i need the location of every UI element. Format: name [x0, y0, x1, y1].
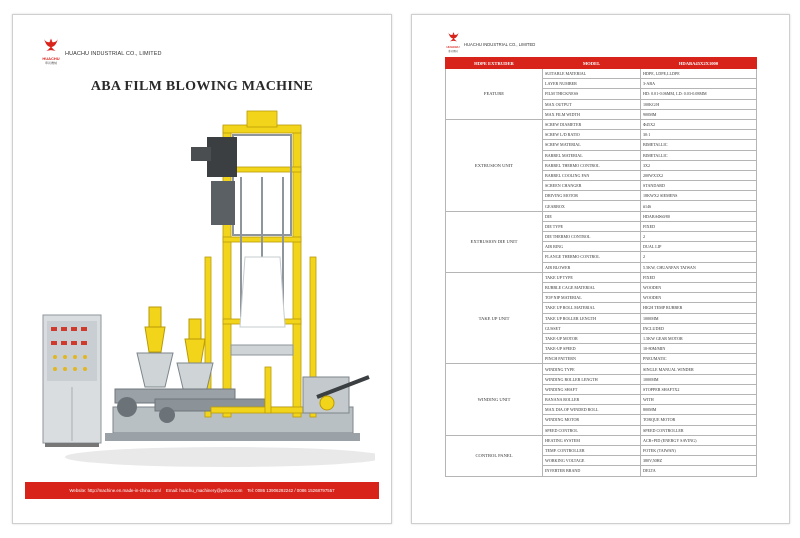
param-name: PINCH PATTERN — [543, 354, 641, 364]
table-row — [446, 272, 757, 282]
param-value: 900MM — [641, 109, 757, 119]
param-value: Φ45X2 — [641, 119, 757, 129]
param-value: 2 — [641, 252, 757, 262]
param-value: 1.5KW GEAR MOTOR — [641, 333, 757, 343]
param-name: SUITABLE MATERIAL — [543, 69, 641, 79]
spec-sheet-page — [411, 14, 790, 524]
param-name: WINDING SHAFT — [543, 384, 641, 394]
huachu-logo-mark-small — [444, 31, 462, 53]
company-name: HUACHU INDUSTRIAL CO., LIMITED — [65, 51, 162, 57]
param-value: WITH — [641, 395, 757, 405]
param-name: WINDING TYPE — [543, 364, 641, 374]
param-name: HEATING SYSTEM — [543, 435, 641, 445]
param-name: TAKE UP ROLLER LENGTH — [543, 313, 641, 323]
param-name: BUBBLE CAGE MATERIAL — [543, 282, 641, 292]
param-name: FILM THICKNESS — [543, 89, 641, 99]
huachu-logo-mark — [39, 37, 63, 65]
param-value: WOODEN — [641, 282, 757, 292]
huachu-bird-logo-icon — [41, 37, 61, 57]
param-name: DRIVING MOTOR — [543, 191, 641, 201]
param-name: AIR RING — [543, 242, 641, 252]
param-value: 2 — [641, 232, 757, 242]
param-name: TEMP. CONTROLLER — [543, 445, 641, 455]
param-name: LAYER NUMBER — [543, 79, 641, 89]
param-name: TAKE-UP MOTOR — [543, 333, 641, 343]
huachu-bird-logo-icon — [446, 31, 461, 46]
param-name: FLANGE THERMO CONTROL — [543, 252, 641, 262]
param-value: HDABAΦ60/80 — [641, 211, 757, 221]
param-value: 380V,50HZ — [641, 456, 757, 466]
param-value: FIXED — [641, 272, 757, 282]
param-value: HIGH TEMP RUBBER — [641, 303, 757, 313]
footer-tel: Tel: 0086 13906292242 / 0086 15268797557 — [247, 488, 335, 493]
param-value: INCLUDED — [641, 323, 757, 333]
param-name: WINDING MOTOR — [543, 415, 641, 425]
param-name: WINDING ROLLER LENGTH — [543, 374, 641, 384]
param-value: 1000MM — [641, 374, 757, 384]
param-name: MAX OUTPUT — [543, 99, 641, 109]
logo-latin-text: HUACHU — [42, 56, 60, 61]
param-value: DUAL LIP — [641, 242, 757, 252]
param-value: 5.5KW, CHUANFAN TAIWAN — [641, 262, 757, 272]
param-name: AIR BLOWER — [543, 262, 641, 272]
param-value: 800MM — [641, 405, 757, 415]
footer-website: Website: http://machine.en.made-in-china.com/ — [69, 488, 162, 493]
param-name: DIE THERMO CONTROL — [543, 232, 641, 242]
logo-cn-text: 華初機械 — [44, 60, 57, 65]
param-value: 100KG/H — [641, 99, 757, 109]
param-value: #146 — [641, 201, 757, 211]
control-cabinet — [43, 315, 101, 447]
section-name: TAKE UP UNIT — [446, 272, 543, 364]
param-name: GUSSET — [543, 323, 641, 333]
param-value: ACR+PID (ENERGY SAVING) — [641, 435, 757, 445]
param-name: TAKE-UP SPEED — [543, 344, 641, 354]
param-name: MAX DIA.OF WINDED ROLL — [543, 405, 641, 415]
param-name: SCREW DIAMETER — [543, 119, 641, 129]
table-row — [446, 119, 757, 129]
param-value: PNEUMATIC — [641, 354, 757, 364]
section-name: CONTROL PANEL — [446, 435, 543, 476]
table-row — [446, 364, 757, 374]
param-value: HD: 0.01-0.06MM, LD: 0.03-0.08MM — [641, 89, 757, 99]
header-model-code: HDABA45X2X1000 — [641, 58, 757, 69]
param-value: 30:1 — [641, 130, 757, 140]
table-row — [446, 69, 757, 79]
param-value: 3X2 — [641, 160, 757, 170]
param-name: BARREL COOLING FAN — [543, 170, 641, 180]
param-name: WORKING VOLTAGE — [543, 456, 641, 466]
section-name: WINDING UNIT — [446, 364, 543, 435]
spec-table-header — [446, 58, 757, 69]
param-value: TORQUE MOTOR — [641, 415, 757, 425]
logo-latin-text: HUACHU — [446, 45, 460, 49]
param-value: BIMETALLIC — [641, 140, 757, 150]
param-value: 200WX3X2 — [641, 170, 757, 180]
param-name: BARREL MATERIAL — [543, 150, 641, 160]
company-name: HUACHU INDUSTRIAL CO., LIMITED — [464, 42, 536, 47]
specification-table — [445, 57, 757, 477]
param-name: TAKE UP TYPE — [543, 272, 641, 282]
hopper-loaders — [137, 307, 213, 397]
param-name: SPEED CONTROL — [543, 425, 641, 435]
param-value: 18KWX2 SIEMENS — [641, 191, 757, 201]
param-name: DIE — [543, 211, 641, 221]
param-name: DIE TYPE — [543, 221, 641, 231]
param-name: BANANA ROLLER — [543, 395, 641, 405]
param-name: BARREL THERMO CONTROL — [543, 160, 641, 170]
param-name: SCREW MATERIAL — [543, 140, 641, 150]
header-extruder: HDPE EXTRUDER — [446, 58, 543, 69]
param-value: 1000MM — [641, 313, 757, 323]
param-value: STANDARD — [641, 181, 757, 191]
header-model: MODEL — [543, 58, 641, 69]
logo-cn-text: 華初機械 — [448, 49, 458, 53]
param-value: HDPE, LDPE,LLDPE — [641, 69, 757, 79]
company-logo-small — [444, 31, 535, 53]
param-name: SCREEN CHANGER — [543, 181, 641, 191]
param-name: TAKE UP ROLL MATERIAL — [543, 303, 641, 313]
brochure-cover-page — [12, 14, 392, 524]
param-value: SINGLE MANUAL WINDER — [641, 364, 757, 374]
param-value: 3-ABA — [641, 79, 757, 89]
winding-unit — [303, 377, 369, 413]
section-name: EXTRUSION DIE UNIT — [446, 211, 543, 272]
company-logo — [39, 37, 162, 65]
footer-email: Email: huachu_machinery@yahoo.com — [165, 488, 243, 493]
contact-footer — [25, 482, 379, 499]
table-row — [446, 211, 757, 221]
param-name: TOP NIP MATERIAL — [543, 293, 641, 303]
section-name: EXTRUSION UNIT — [446, 119, 543, 211]
section-name: FEATURE — [446, 69, 543, 120]
param-value: SPEED CONTROLLER — [641, 425, 757, 435]
param-value: 10-80M/MIN — [641, 344, 757, 354]
param-value: DELTA — [641, 466, 757, 476]
param-value: WOODEN — [641, 293, 757, 303]
param-value: FIXED — [641, 221, 757, 231]
table-row — [446, 435, 757, 445]
param-name: MAX FILM WIDTH — [543, 109, 641, 119]
param-value: STOPPER SHAFTX2 — [641, 384, 757, 394]
param-value: BIMETALLIC — [641, 150, 757, 160]
param-value: FOTEK (TAIWAN) — [641, 445, 757, 455]
param-name: INVERTER BRAND — [543, 466, 641, 476]
param-name: SCREW L/D RATIO — [543, 130, 641, 140]
brochure-title: ABA FILM BLOWING MACHINE — [90, 79, 314, 94]
param-name: GEARBOX — [543, 201, 641, 211]
machine-photo — [35, 107, 375, 475]
